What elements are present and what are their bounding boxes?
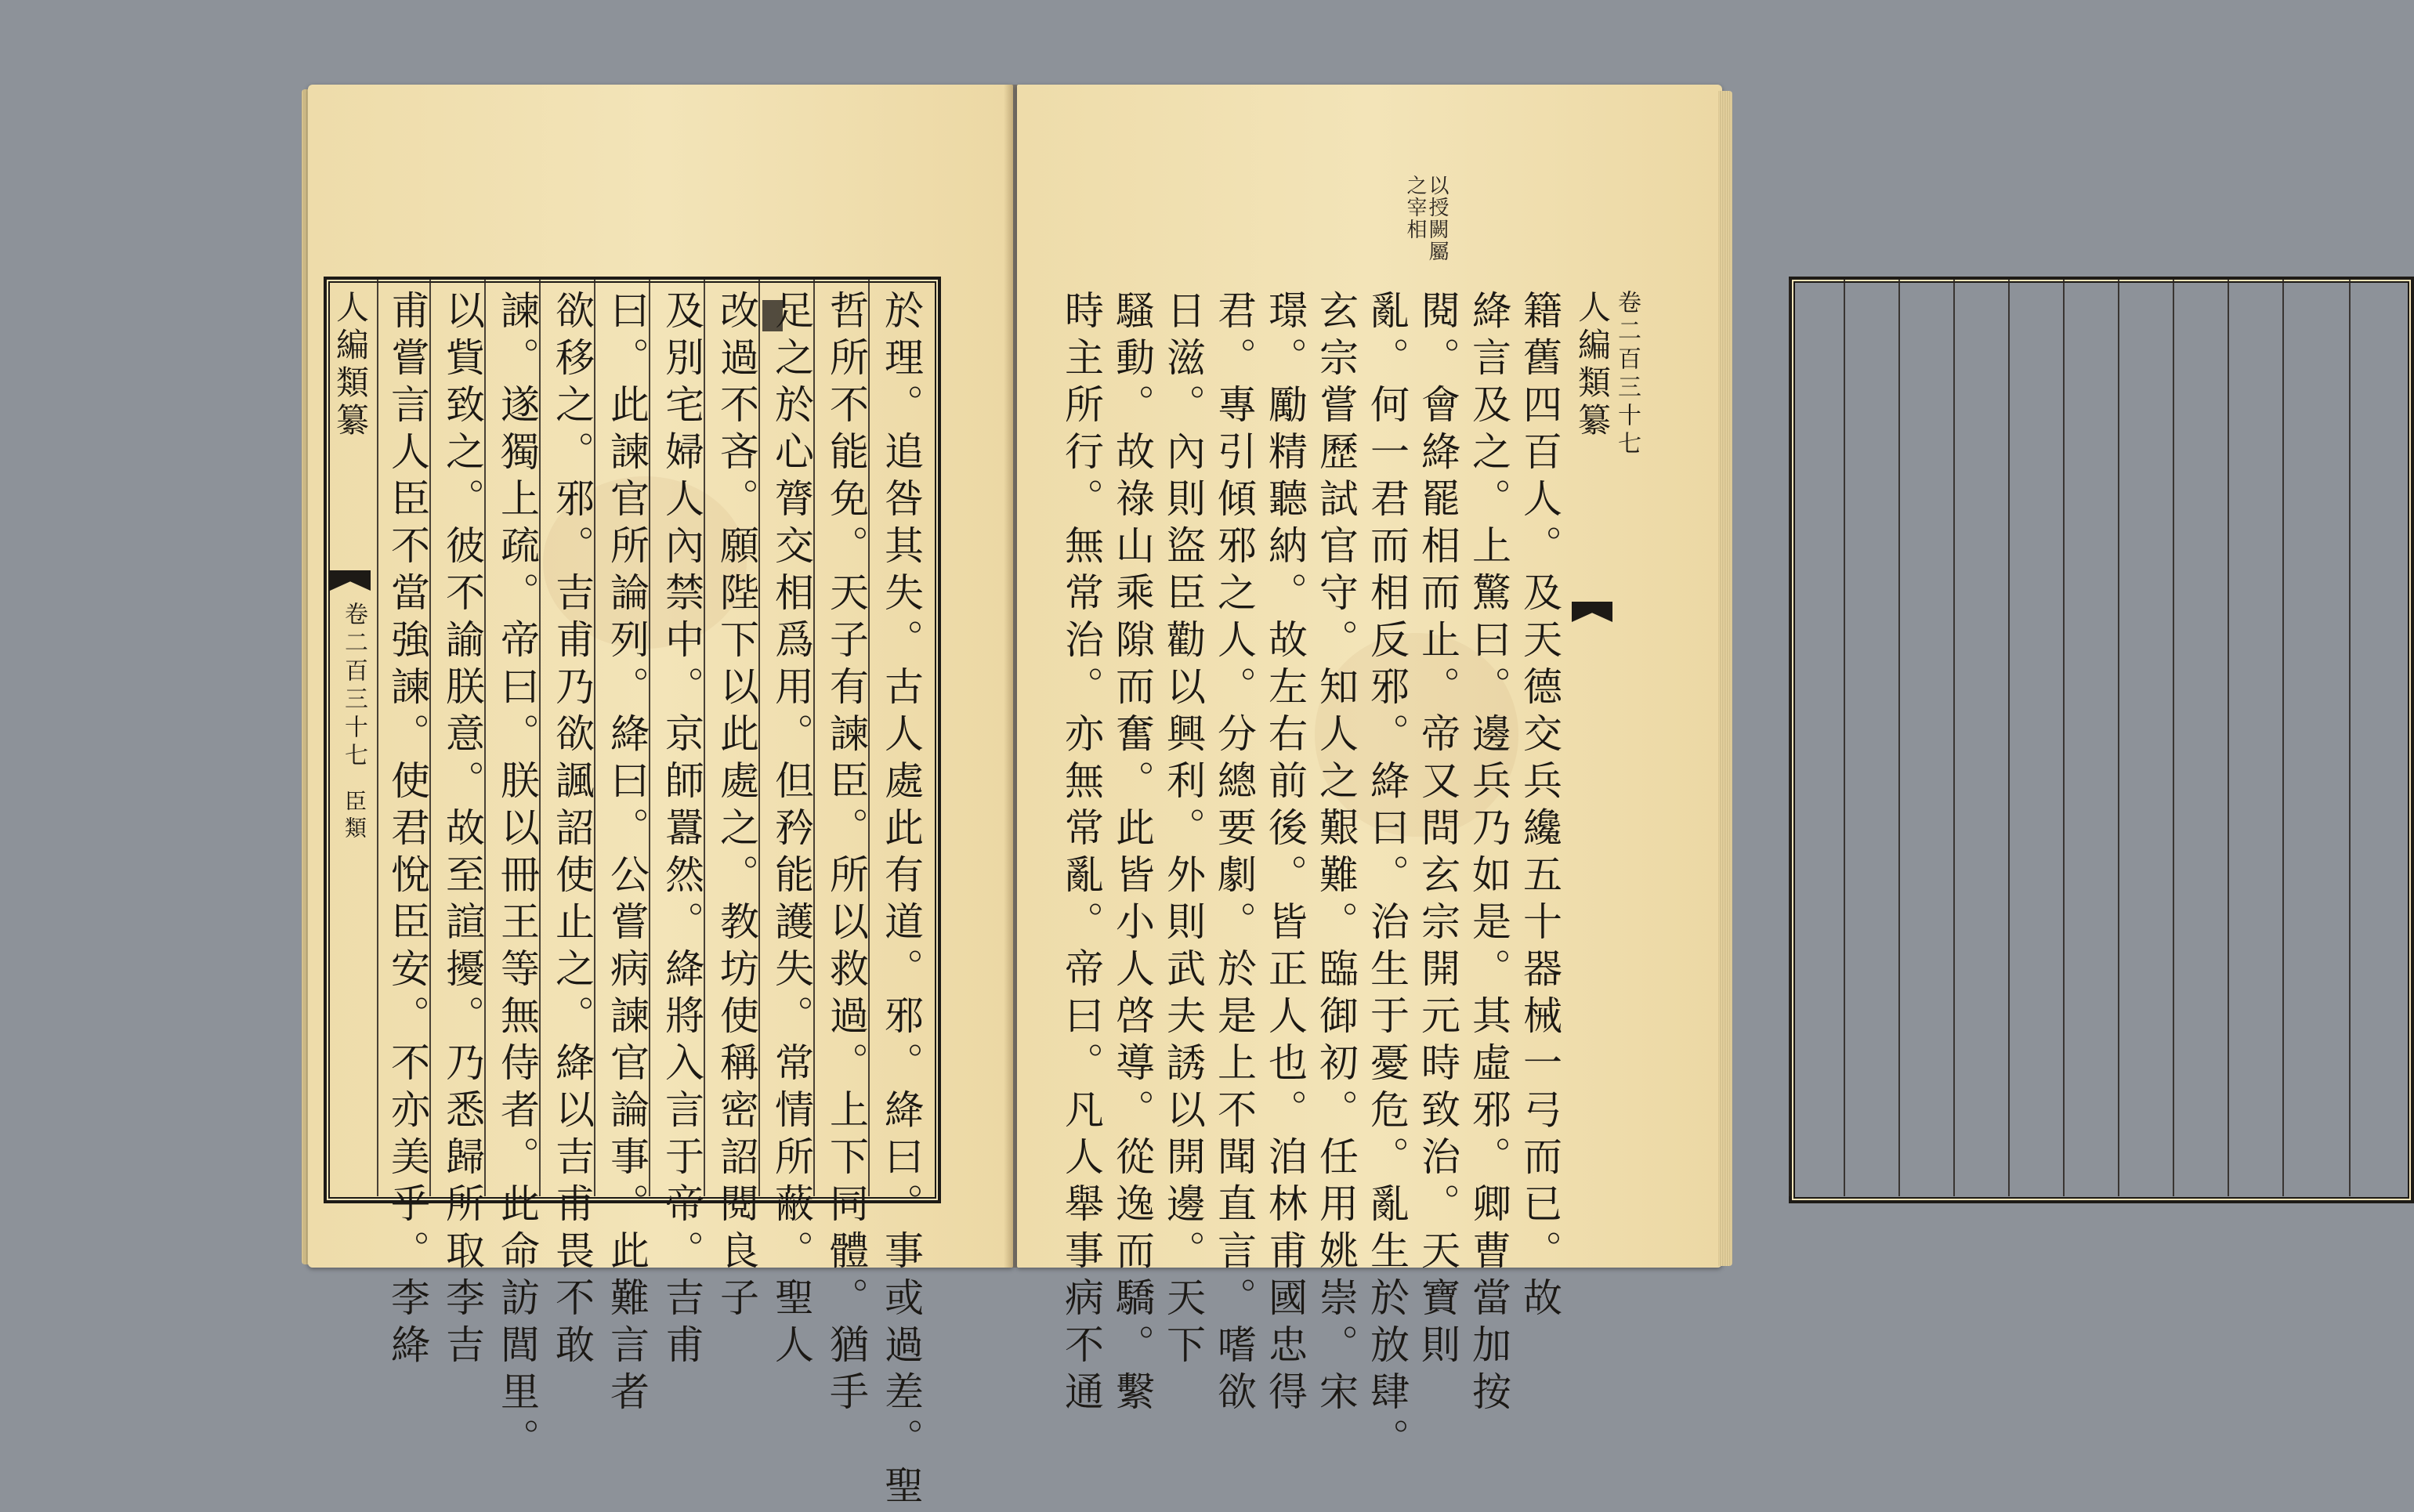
- column-rule: [1953, 280, 1955, 1196]
- left-page: [308, 85, 1013, 1512]
- text-column: 玄宗嘗歷試官守。知人之艱難。臨御初。任用姚崇。宋: [1313, 290, 1359, 1418]
- margin-title: 人編類纂: [1573, 290, 1612, 440]
- text-column: 足之於心膂交相爲用。但矜能護失。常情所蔽。聖人: [769, 290, 814, 1371]
- text-column: 改過不吝。願陛下以此處之。教坊使稱密詔閱良子: [714, 290, 759, 1324]
- column-rule: [2173, 280, 2174, 1196]
- column-rule: [1789, 280, 1790, 1196]
- column-rule: [2349, 280, 2351, 1196]
- head-note: 之宰相: [1403, 175, 1427, 241]
- text-column: 及別宅婦人內禁中。京師囂然。絳將入言于帝。吉甫: [659, 290, 704, 1371]
- text-column: 君。專引傾邪之人。分總要劇。於是上不聞直言。嗜欲: [1211, 290, 1257, 1418]
- column-rule: [377, 280, 378, 1196]
- column-rule: [1898, 280, 1900, 1196]
- column-rule: [2063, 280, 2065, 1196]
- text-column: 於理。追咎其失。古人處此有道。邪。絳曰。事或過差。聖: [878, 290, 924, 1512]
- text-column: 閱。會絳罷相而止。帝又問玄宗開元時致治。天寶則: [1415, 290, 1460, 1371]
- text-column: 以貲致之。彼不諭朕意。故至諠擾。乃悉歸所取李吉: [440, 290, 485, 1371]
- text-column: 甫嘗言人臣不當強諫。使君悅臣安。不亦美乎。李絳: [385, 290, 430, 1371]
- text-column: 騷動。故祿山乘隙而奮。此皆小人啓導。從逸而驕。繫: [1109, 290, 1155, 1418]
- column-rule: [2282, 280, 2284, 1196]
- text-column: 絳言及之。上驚曰。邊兵乃如是。其虛邪。卿曹當加按: [1466, 290, 1511, 1418]
- text-column: 籍舊四百人。及天德交兵纔五十器械一弓而已。故: [1517, 290, 1562, 1324]
- open-book: [308, 85, 1732, 1512]
- text-column: 曰。此諫官所論列。絳曰。公嘗病諫官論事。此難言者: [604, 290, 650, 1418]
- text-column: 諫。遂獨上疏。帝曰。朕以冊王等無侍者。此命訪閭里。: [494, 290, 540, 1465]
- fishtail-mark: [1572, 602, 1612, 622]
- column-rule: [2008, 280, 2010, 1196]
- column-rule: [2118, 280, 2119, 1196]
- margin-category: 臣類: [342, 790, 367, 843]
- text-column: 時主所行。無常治。亦無常亂。帝曰。凡人舉事病不通: [1059, 290, 1104, 1418]
- text-column: 璟。勵精聽納。故左右前後。皆正人也。洎林甫國忠得: [1262, 290, 1308, 1418]
- margin-volume: 卷二百三十七: [1613, 290, 1641, 459]
- head-note: 以授闕屬: [1425, 175, 1449, 262]
- text-column: 亂。何一君而相反邪。絳曰。治生于憂危。亂生於放肆。: [1364, 290, 1410, 1465]
- column-rule: [1844, 280, 1845, 1196]
- right-page: [1017, 85, 1722, 1465]
- text-column: 欲移之。邪。吉甫乃欲諷詔使止之。絳以吉甫畏不敢: [549, 290, 595, 1371]
- text-column: 日滋。內則盜臣勸以興利。外則武夫誘以開邊。天下: [1160, 290, 1206, 1371]
- right-print-frame: [1789, 277, 2414, 1203]
- right-page-edges: [1718, 91, 1732, 1266]
- text-column: 哲所不能免。天子有諫臣。所以救過。上下同體。猶手: [823, 290, 869, 1418]
- margin-title: 人編類纂: [331, 290, 370, 440]
- column-rule: [2228, 280, 2229, 1196]
- margin-volume: 卷二百三十七: [340, 602, 367, 771]
